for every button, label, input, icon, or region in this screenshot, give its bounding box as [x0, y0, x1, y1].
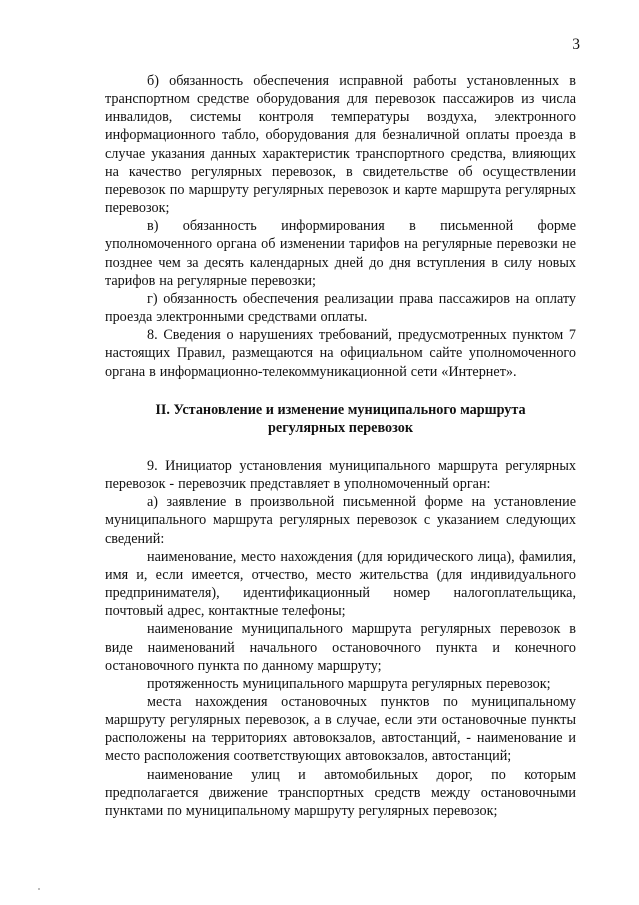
paragraph-7b: б) обязанность обеспечения исправной работы установленных в транспортном средстве оборудования для перевозок пассажиров из числа инвалидов, системы контроля температуры воздуха, электронного информационного табло, оборудования для безналичной оплаты проезда в случае указания данных характеристик транспортного средства, влияющих на качество регулярных перевозок, в свидетельстве об осуществлении перевозок по маршруту регулярных перевозок и карте маршрута регулярных перевозок; — [105, 73, 576, 217]
scan-dot — [38, 888, 40, 890]
paragraph-route-length: протяженность муниципального маршрута регулярных перевозок; — [147, 675, 551, 692]
paragraph-9: 9. Инициатор установления муниципального маршрута регулярных перевозок - перевозчик представляет в уполномоченный орган: — [105, 457, 576, 493]
paragraph-streets-roads: наименование улиц и автомобильных дорог, по которым предполагается движение транспортных средств между остановочными пунктами по муниципальному маршруту регулярных перевозок; — [105, 766, 576, 819]
paragraph-stop-locations: места нахождения остановочных пунктов по муниципальному маршруту регулярных перевозок, а в случае, если эти остановочные пункты расположены на территориях автовокзалов, автостанций, - наименование и место расположения соответствующих автовокзалов, автостанций; — [105, 694, 576, 765]
section-heading — [105, 401, 576, 437]
section-heading-line-2: регулярных перевозок — [268, 419, 413, 436]
paragraph-8: 8. Сведения о нарушениях требований, предусмотренных пунктом 7 настоящих Правил, размещаются на официальном сайте уполномоченного органа в информационно-телекоммуникационной сети «Интернет». — [105, 327, 576, 380]
paragraph-7v: в) обязанность информирования в письменной форме уполномоченного органа об изменении тарифов на регулярные перевозки не позднее чем за десять календарных дней до дня вступления в силу новых тарифов на регулярные перевозки; — [105, 218, 576, 289]
paragraph-route-name: наименование муниципального маршрута регулярных перевозок в виде наименований начального остановочного пункта и конечного остановочного пункта по данному маршруту; — [105, 621, 576, 674]
paragraph-7g: г) обязанность обеспечения реализации права пассажиров на оплату проезда электронными средствами оплаты. — [105, 290, 576, 326]
section-body — [105, 457, 576, 820]
paragraph-9a: а) заявление в произвольной письменной форме на установление муниципального маршрута регулярных перевозок с указанием следующих сведений: — [105, 494, 576, 547]
paragraph-carrier-details: наименование, место нахождения (для юридического лица), фамилия, имя и, если имеется, отчество, место жительства (для индивидуального предпринимателя), идентификационный номер налогоплательщика, почтовый адрес, контактные телефоны; — [105, 548, 576, 620]
section-heading-line-1: II. Установление и изменение муниципального маршрута — [155, 401, 526, 418]
page-number: 3 — [572, 36, 580, 53]
document-body — [105, 72, 576, 820]
